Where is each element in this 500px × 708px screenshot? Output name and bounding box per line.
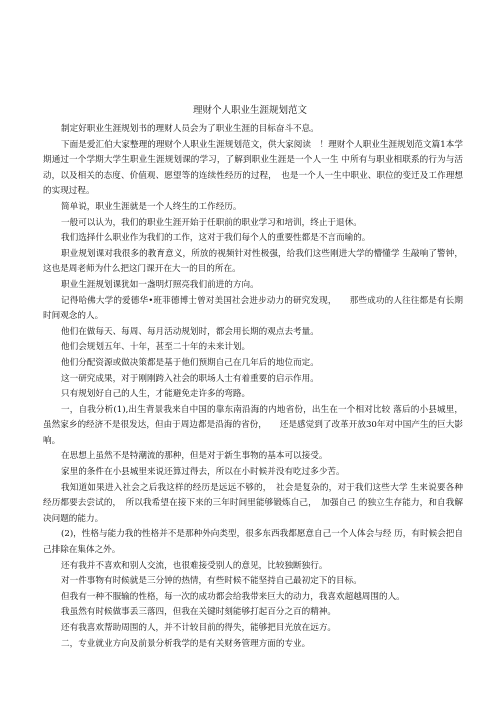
paragraph: 但我有一种不服输的性格，每一次的成功都会给我带来巨大的动力，我喜欢超越周围的人。: [61, 591, 405, 602]
paragraph: 简单说，职业生涯就是一个人终生的工作经历。: [61, 201, 242, 212]
paragraph: 职业规划课对我很多的教育意义，所放的视频针对性极强，给我们这些刚进大学的懵懂学 生敲响了警钟，这也是周老师为什么把这门课开在大一的目的所在。: [43, 248, 463, 275]
paragraph: 制定好职业生涯规划书的理财人员会为了职业生涯的目标奋斗不息。: [61, 124, 319, 134]
paragraph: 还有我喜欢帮助周围的人，并不计较目前的得失，能够把目光放在远方。: [61, 623, 337, 633]
paragraph: 二，专业就业方向及前景分析我学的是有关财务管理方面的专业。: [61, 638, 311, 649]
paragraph: 他们会规划五年、十年，甚至二十年的未来计划。: [61, 342, 251, 353]
paragraph: 记得哈佛大学的爱德华•班菲德博士曾对美国社会进步动力的研究发现， 那些成功的人往往都是有长期时间观念的人。: [43, 295, 463, 322]
paragraph: 他们分配资源或做决策都是基于他们预期自己在几年后的地位而定。: [61, 357, 319, 368]
document-body: [43, 122, 463, 652]
document-title: 理财个人职业生涯规划范文: [192, 105, 307, 116]
paragraph: 我们选择什么职业作为我们的工作，这对于我们每个人的重要性都是不言而喻的。: [61, 233, 371, 244]
paragraph: 一，自我分析(1),出生背景我来自中国的靠东南沿海的内地省份，出生在一个相对比较 落后的小县城里，虽然家乡的经济不是很发达，但由于周边都是沿海的省份， 还是感觉到了改革开放30年对中国产生的巨大影响。: [43, 404, 463, 446]
paragraph: 只有规划好自己的人生，才能避免走许多的弯路。: [61, 389, 251, 400]
paragraph: 对一件事物有时候就是三分钟的热情，有些时候不能坚持自己最初定下的目标。: [61, 576, 362, 587]
paragraph: 他们在做每天、每周、每月活动规划时，都会用长期的观点去考量。: [61, 326, 319, 337]
paragraph: 我虽然有时候做事丢三落四，但我在关键时刻能够打起百分之百的精神。: [61, 607, 337, 618]
paragraph: 下面是爱汇伯大家整理的理财个人职业生涯规划范文，供大家阅读 ！理财个人职业生涯规划范文篇1本学期通过一个学期大学生职业生涯规划课的学习，了解到职业生涯是一个人一生 中所有与职业相联系的行为与活动，以及相关的态度、价值观、愿望等的连续性经历的过程， 也是一个人一生中职业、职位的变迁及工作理想的实现过程。: [43, 139, 463, 197]
paragraph: 职业生涯规划课犹如一盏明灯照亮我们前进的方向。: [61, 279, 259, 290]
paragraph: 这一研究成果，对于刚刚跨入社会的职场人士有着重要的启示作用。: [61, 373, 319, 384]
paragraph: 家里的条件在小县城里来说还算过得去，所以在小时候并没有吃过多少苦。: [61, 467, 345, 478]
paragraph: (2)，性格与能力我的性格并不是那种外向类型，很多东西我都愿意自己一个人体会与经 历，有时候会把自己排除在集体之外。: [43, 529, 463, 556]
paragraph: 我知道如果进入社会之后我这样的经历是远远不够的， 社会是复杂的，对于我们这些大学 生来说要各种经历都要去尝试的， 所以我希望在接下来的三年时间里能够锻炼自己， 加强自己 的独立生存能力，和自我解决问题的能力。: [43, 482, 463, 524]
paragraph: 一般可以认为，我们的职业生涯开始于任职前的职业学习和培训，终止于退休。: [61, 217, 362, 228]
paragraph: 还有我并不喜欢和别人交流，也很难接受别人的意见，比较独断独行。: [61, 560, 328, 571]
paragraph: 在思想上虽然不是特潮流的那种，但是对于新生事物的基本可以接受。: [61, 451, 328, 462]
